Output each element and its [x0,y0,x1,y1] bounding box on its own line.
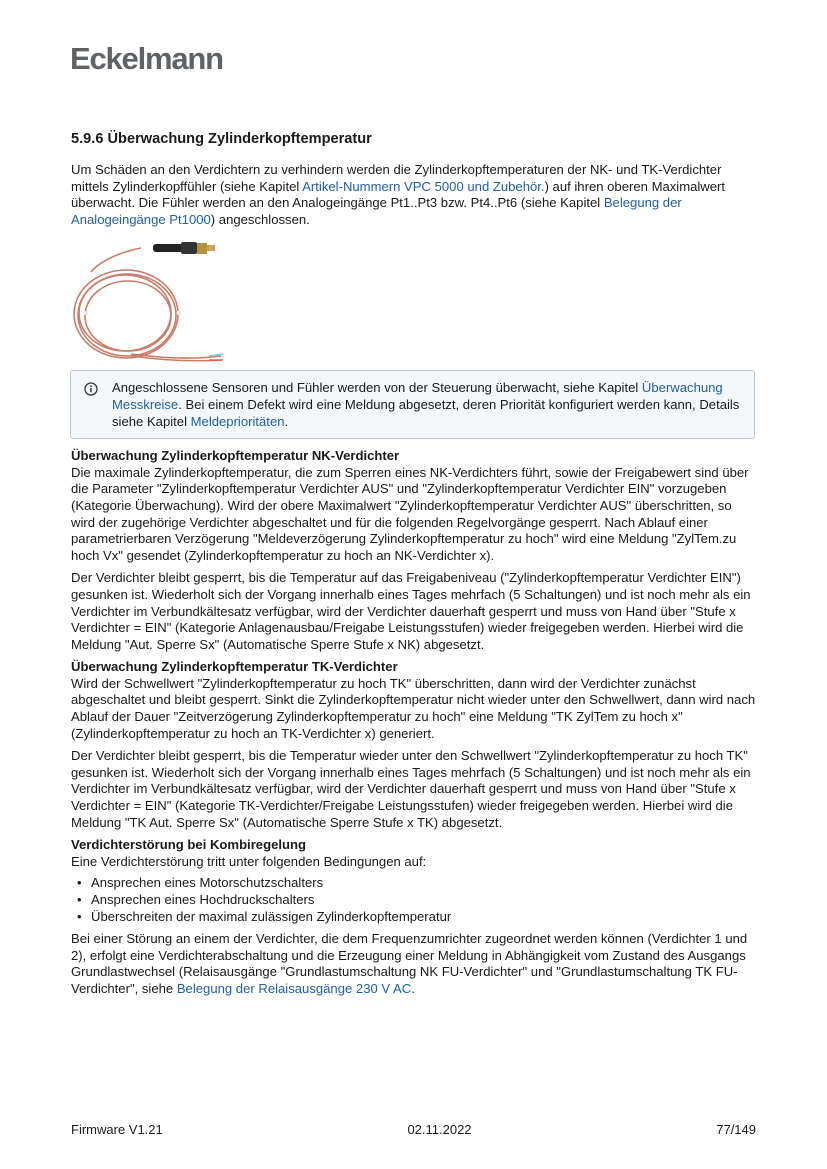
kombi-text: Bei einer Störung an einem der Verdichter, die dem Frequenzumrichter zugeordnet werden können (Verdichter 1 und 2), erfolgt eine Verdichterabschaltung und die Erzeugung einer Meldung in Abhängigkeit vom Zustand des Ausgangs Grundlastwechsel (Relaisausgänge "Grundlastumschaltung NK FU-Verdichter" und "Grundlastumschaltung TK FU-Verdichter", siehe [71,931,748,996]
footer-page-number: 77/149 [716,1122,756,1137]
info-note [70,370,755,439]
sensor-cable-image [71,242,231,362]
link-belegung-analogeingaenge[interactable]: Belegung der Analogeingänge Pt1000 [71,195,682,227]
intro-text-1: Um Schäden an den Verdichtern zu verhindern werden die Zylinderkopftemperaturen der NK- und TK-Verdichter mittels Zylinderkopffühler (siehe Kapitel [71,162,722,194]
kombi-text-end: . [411,980,415,996]
document-body [71,130,759,1004]
link-artikel-nummern[interactable]: Artikel-Nummern VPC 5000 und Zubehör. [302,178,545,194]
list-item: • Ansprechen eines Motorschutzschalters [77,875,759,892]
footer-date: 02.11.2022 [407,1122,472,1137]
tk-heading: Überwachung Zylinderkopftemperatur TK-Verdichter [71,659,398,675]
nk-paragraph-1: Die maximale Zylinderkopftemperatur, die zum Sperren eines NK-Verdichters führt, sowie der Freigabewert sind über die Parameter "Zylinderkopftemperatur Verdichter AUS" und "Zylinderkopftemperatur Verdichter EIN" vorzugeben (Kategorie Überwachung). Wird der obere Maximalwert "Zylinderkopftemperatur Verdichter AUS" überschritten, so wird der zugehörige Verdichter abgeschaltet und für die folgenden Regelvorgänge gesperrt. Nach Ablauf einer parametrierbaren Verzögerung "Meldeverzögerung Zylinderkopftemperatur zu hoch" wird eine Meldung "ZylTem.zu hoch Vx" gesendet (Zylinderkopftemperatur zu hoch an NK-Verdichter x). [71,464,749,563]
kombi-intro: Eine Verdichterstörung tritt unter folgenden Bedingungen auf: [71,853,427,869]
tk-paragraph-1: Wird der Schwellwert "Zylinderkopftemperatur zu hoch TK" überschritten, dann wird der Verdichter zunächst abgeschaltet und bleibt gesperrt. Sinkt die Zylinderkopftemperatur nicht wieder unter den Schwellwert, dann wird nach Ablauf der Dauer "Zeitverzögerung Zylinderkopftemperatur zu hoch" eine Meldung "TK ZylTem zu hoch x" (Zylinderkopftemperatur zu hoch an TK-Verdichter x) generiert. [71,675,756,741]
kombi-heading: Verdichterstörung bei Kombiregelung [71,837,306,853]
link-belegung-relaisausgaenge[interactable]: Belegung der Relaisausgänge 230 V AC [176,980,412,996]
section-title: 5.9.6 Überwachung Zylinderkopftemperatur [71,131,372,147]
footer-firmware: Firmware V1.21 [71,1122,163,1137]
intro-paragraph [71,162,759,228]
link-meldeprioritaeten[interactable]: Meldeprioritäten [190,413,285,429]
note-text-2: . Bei einem Defekt wird eine Meldung abgesetzt, deren Priorität konfiguriert werden kann, Details siehe Kapitel [112,396,740,429]
intro-text-2: ) auf ihren oberen Maximalwert überwacht. Die Fühler werden an den Analogeingänge Pt1..Pt3 bzw. Pt4..Pt6 (siehe Kapitel [71,178,726,211]
list-item: • Ansprechen eines Hochdruckschalters [77,892,759,909]
page-footer [71,1122,756,1137]
link-ueberwachung-messkreise[interactable]: Überwachung Messkreise [112,380,723,412]
eckelmann-logo: Eckelmann [70,41,223,76]
tk-paragraph-2: Der Verdichter bleibt gesperrt, bis die Temperatur wieder unter den Schwellwert "Zylinderkopftemperatur zu hoch TK" gesunken ist. Wiederholt sich der Vorgang innerhalb eines Tages mehrfach (5 Schaltungen) und ist noch mehr als ein Verdichter im Verbundkältesatz verfügbar, wird der Verdichter dauerhaft gesperrt und muss von Hand über "Stufe x Verdichter = EIN" (Kategorie TK-Verdichter/Freigabe Leistungsstufen) wieder freigegeben werden. Hierbei wird die Meldung "TK Aut. Sperre Sx" (Automatische Sperre Stufe x TK) abgesetzt. [71,748,751,830]
note-text-3: . [284,413,289,429]
intro-text-3: ) angeschlossen. [210,211,310,227]
kombi-paragraph [71,931,759,997]
list-item: • Überschreiten der maximal zulässigen Zylinderkopftemperatur [77,909,759,926]
info-icon [84,382,98,396]
kombi-conditions-list [71,875,759,925]
note-text-1: Angeschlossene Sensoren und Fühler werden von der Steuerung überwacht, siehe Kapitel [112,380,642,396]
nk-paragraph-2: Der Verdichter bleibt gesperrt, bis die Temperatur auf das Freigabeniveau ("Zylinderkopftemperatur Verdichter EIN") gesunken ist. Wiederholt sich der Vorgang innerhalb eines Tages mehrfach (5 Schaltungen) und ist noch mehr als ein Verdichter im Verbundkältesatz verfügbar, wird der Verdichter dauerhaft gesperrt und muss von Hand über "Stufe x Verdichter = EIN" (Kategorie Anlagenausbau/Freigabe Leistungsstufen) wieder freigegeben werden. Hierbei wird die Meldung "Aut. Sperre Sx" (Automatische Sperre Stufe x NK) abgesetzt. [71,570,751,652]
nk-heading: Überwachung Zylinderkopftemperatur NK-Verdichter [71,448,400,464]
